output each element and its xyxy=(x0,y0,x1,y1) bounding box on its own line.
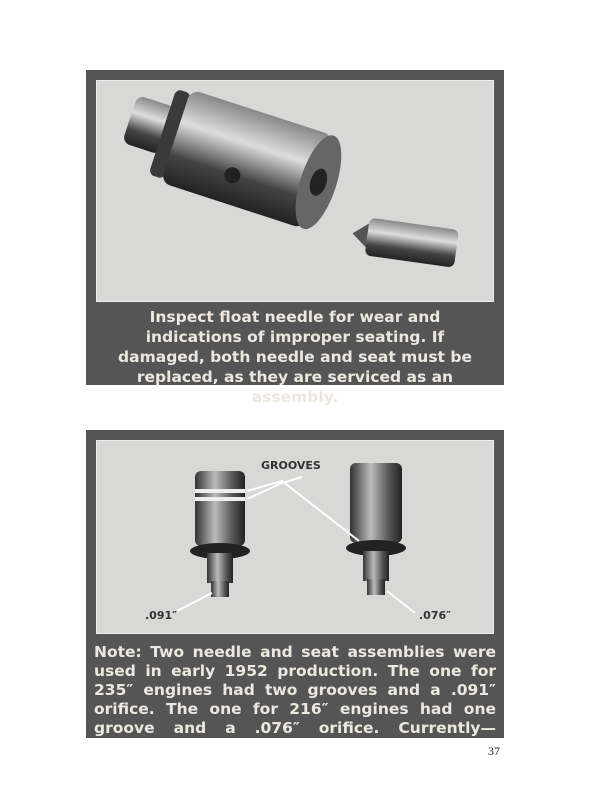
page-number: 37 xyxy=(488,744,500,758)
figure-caption: Inspect float needle for wear and indications of improper seating. If damaged, both needle and seat must be replaced, as they are serviced as an assembly. xyxy=(118,308,472,406)
label-orifice-076: .076″ xyxy=(419,609,452,622)
figure-note-caption: Note: Two needle and seat assemblies were used in early 1952 production. The one for 235″ engines had two grooves and a .091″ orifice. The one for 216″ engines had one groove and a .076″ orifice. Currently— xyxy=(94,643,496,737)
label-grooves: GROOVES xyxy=(261,459,321,472)
label-orifice-091: .091″ xyxy=(145,609,178,622)
figure-needle-seat-versions xyxy=(86,430,504,738)
needle-seat-illustration xyxy=(97,81,493,301)
photo-needle-and-seat xyxy=(96,80,494,302)
figure-float-needle xyxy=(86,70,504,406)
photo-two-assemblies xyxy=(96,440,494,634)
